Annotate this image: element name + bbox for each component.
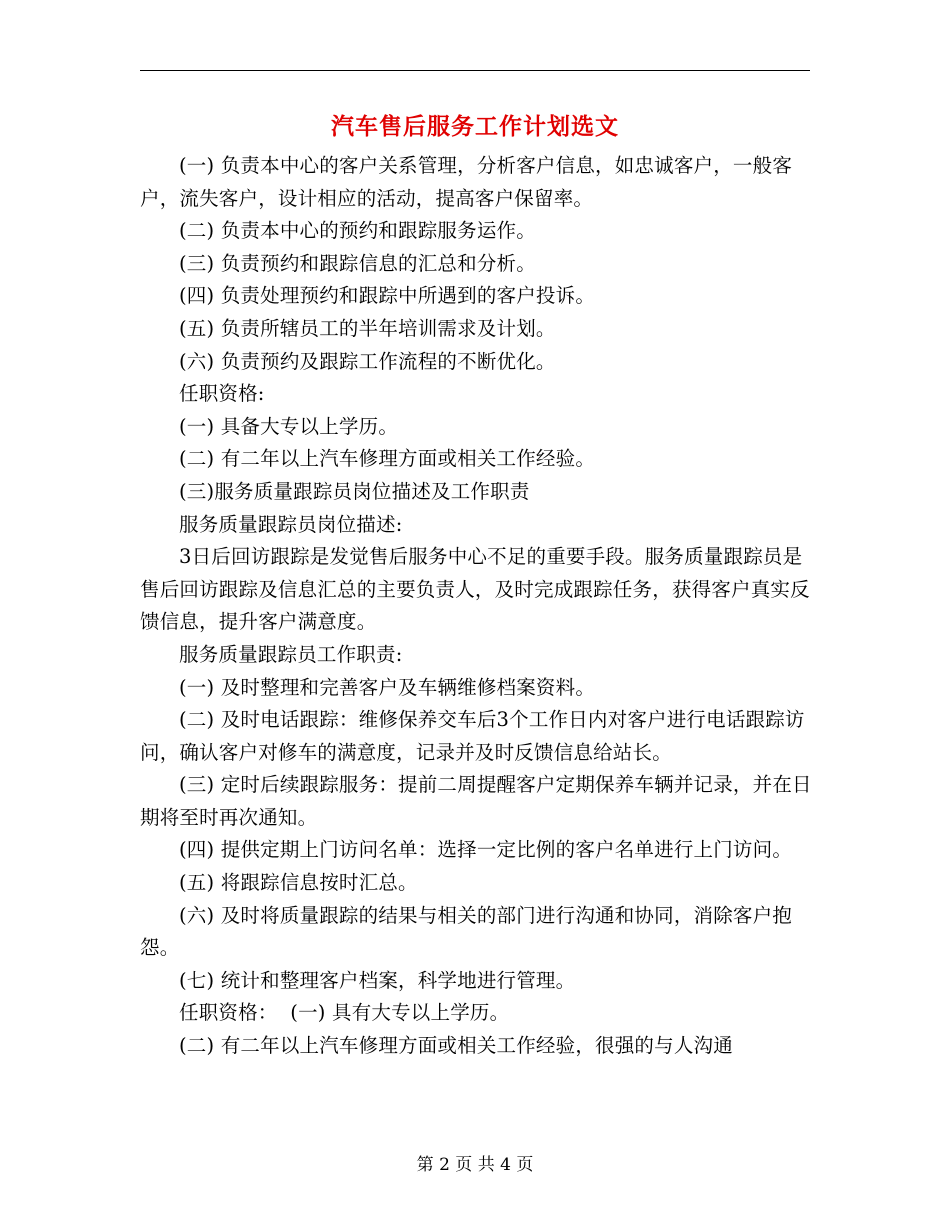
paragraph: (二) 负责本中心的预约和跟踪服务运作。 [179, 219, 536, 243]
paragraph: (二) 有二年以上汽车修理方面或相关工作经验。 [179, 447, 596, 471]
paragraph: (二) 及时电话跟踪：维修保养交车后3个工作日内对客户进行电话跟踪访问，确认客户对修车的满意度，记录并及时反馈信息给站长。 [140, 708, 805, 764]
paragraph: (一) 具备大专以上学历。 [179, 414, 399, 438]
paragraph: (六) 负责预约及跟踪工作流程的不断优化。 [179, 349, 556, 373]
paragraph: (四) 提供定期上门访问名单：选择一定比例的客户名单进行上门访问。 [179, 838, 793, 862]
paragraph: (一) 及时整理和完善客户及车辆维修档案资料。 [179, 675, 596, 699]
paragraph: (四) 负责处理预约和跟踪中所遇到的客户投诉。 [179, 284, 596, 308]
paragraph: 3日后回访跟踪是发觉售后服务中心不足的重要手段。服务质量跟踪员是售后回访跟踪及信息汇总的主要负责人，及时完成跟踪任务，获得客户真实反馈信息，提升客户满意度。 [140, 545, 810, 634]
document-title: 汽车售后服务工作计划选文 [331, 113, 619, 140]
paragraph: (五) 将跟踪信息按时汇总。 [179, 871, 418, 895]
page-number: 第 2 页 共 4 页 [416, 1155, 534, 1175]
paragraph: 服务质量跟踪员岗位描述: [179, 512, 403, 536]
paragraph: (六) 及时将质量跟踪的结果与相关的部门进行沟通和协同，消除客户抱怨。 [140, 903, 793, 960]
paragraph: 服务质量跟踪员工作职责: [179, 642, 403, 666]
paragraph: (三) 负责预约和跟踪信息的汇总和分析。 [179, 251, 536, 275]
paragraph: 任职资格: [179, 382, 265, 406]
paragraph: (七) 统计和整理客户档案，科学地进行管理。 [179, 968, 576, 992]
paragraph: (一) 负责本中心的客户关系管理，分析客户信息，如忠诚客户，一般客户，流失客户，设计相应的活动，提高客户保留率。 [140, 154, 793, 210]
paragraph: 任职资格： (一) 具有大专以上学历。 [179, 1001, 510, 1025]
paragraph: (二) 有二年以上汽车修理方面或相关工作经验，很强的与人沟通 [179, 1034, 733, 1058]
document-body [140, 150, 812, 1063]
paragraph: (三)服务质量跟踪员岗位描述及工作职责 [179, 479, 530, 503]
paragraph: (三) 定时后续跟踪服务：提前二周提醒客户定期保养车辆并记录，并在日期将至时再次通知。 [140, 773, 812, 829]
paragraph: (五) 负责所辖员工的半年培训需求及计划。 [179, 316, 556, 340]
header-rule [140, 70, 810, 71]
